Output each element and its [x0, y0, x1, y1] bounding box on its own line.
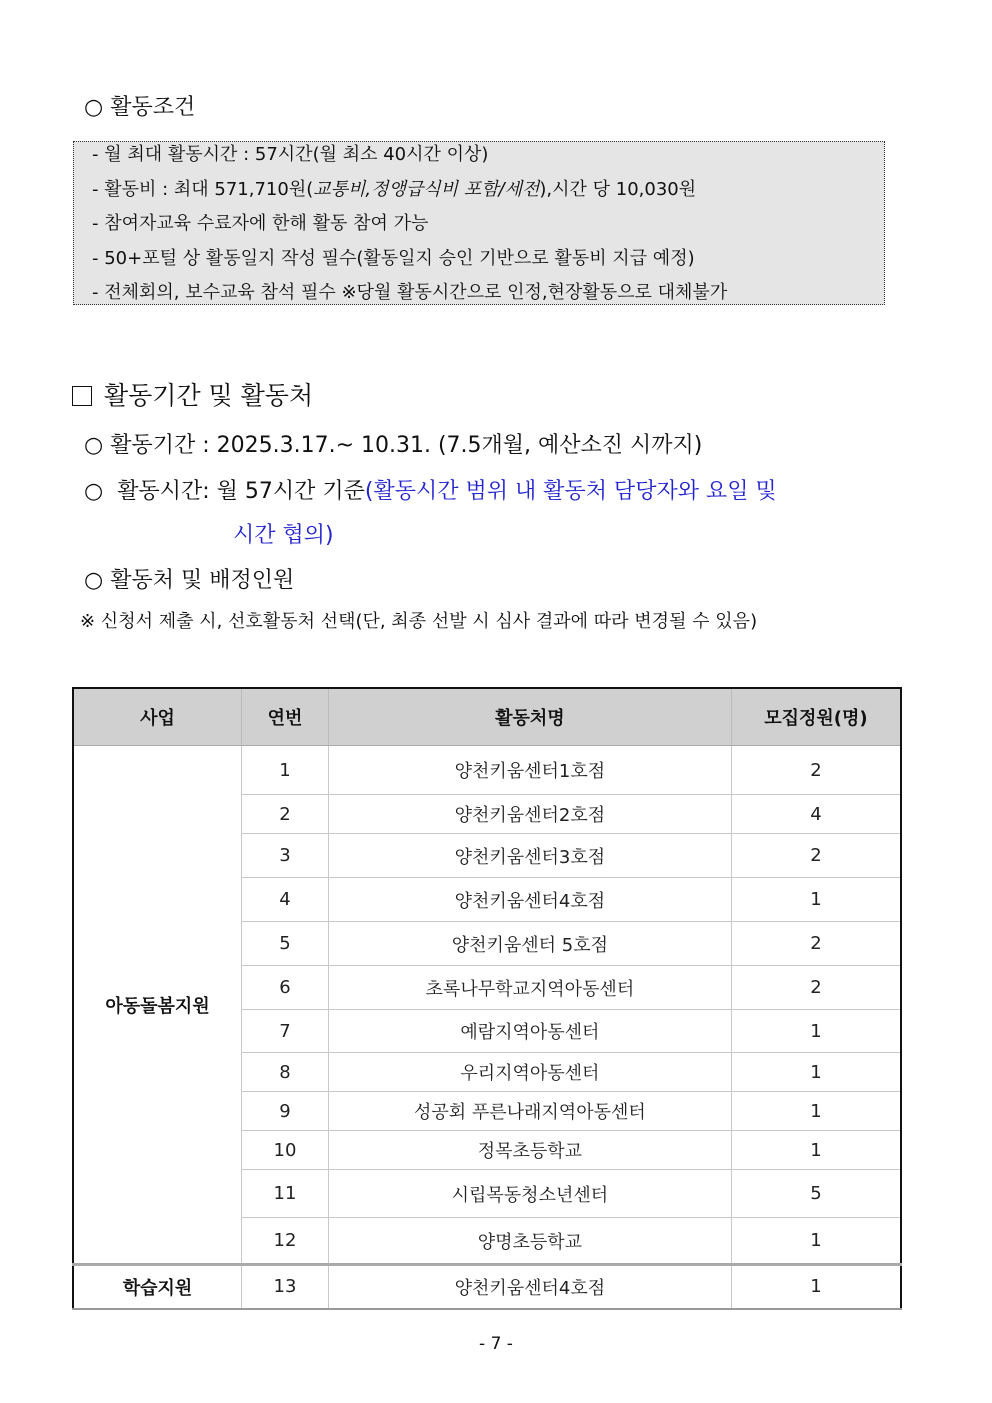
section-title: 활동기간 및 활동처: [72, 376, 313, 412]
program-cell: 학습지원: [73, 1265, 242, 1309]
hours-note: (활동시간 범위 내 활동처 담당자와 요일 및: [364, 479, 777, 504]
table-header-row: [73, 688, 901, 746]
table-row: 8 우리지역아동센터 1: [73, 1053, 901, 1092]
places-heading: ○ 활동처 및 배정인원: [84, 568, 295, 593]
table-row: 4 양천키움센터4호점 1: [73, 878, 901, 922]
table-row: 5 양천키움센터 5호점 2: [73, 922, 901, 966]
hours-note-cont: 시간 협의): [233, 523, 334, 548]
table-row: 3 양천키움센터3호점 2: [73, 834, 901, 878]
circle-bullet-icon: ○: [84, 568, 104, 593]
placement-table: [72, 687, 902, 1310]
condition-line: - 참여자교육 수료자에 한해 활동 참여 가능: [92, 213, 429, 234]
header-place: 활동처명: [328, 688, 731, 746]
table-row: 12 양명초등학교 1: [73, 1218, 901, 1265]
header-program: 사업: [73, 688, 242, 746]
program-cell: 아동돌봄지원: [73, 746, 242, 1265]
table-row: 아동돌봄지원 1 양천키움센터1호점 2: [73, 746, 901, 795]
selection-notice: ※ 신청서 제출 시, 선호활동처 선택(단, 최종 선발 시 심사 결과에 따라 변경될 수 있음): [80, 611, 758, 632]
table-row: 9 성공회 푸른나래지역아동센터 1: [73, 1092, 901, 1131]
conditions-heading: ○ 활동조건: [84, 95, 196, 120]
conditions-box: [73, 141, 885, 305]
table-row: 6 초록나무학교지역아동센터 2: [73, 966, 901, 1010]
condition-line: - 전체회의, 보수교육 참석 필수 ※당월 활동시간으로 인정,현장활동으로 대체불가: [92, 282, 728, 303]
table-row: 11 시립목동청소년센터 5: [73, 1170, 901, 1218]
table-row: 학습지원 13 양천키움센터4호점 1: [73, 1265, 901, 1309]
header-quota: 모집정원(명): [731, 688, 901, 746]
table-row: 7 예람지역아동센터 1: [73, 1010, 901, 1053]
condition-line: - 50+포털 상 활동일지 작성 필수(활동일지 승인 기반으로 활동비 지급 예정): [92, 247, 695, 269]
condition-line: - 월 최대 활동시간 : 57시간(월 최소 40시간 이상): [92, 144, 489, 165]
circle-bullet-icon: ○: [84, 95, 104, 120]
table-row: 2 양천키움센터2호점 4: [73, 795, 901, 834]
activity-period: ○ 활동기간 : 2025.3.17.~ 10.31. (7.5개월, 예산소진 시까지): [84, 433, 703, 458]
header-number: 연번: [242, 688, 329, 746]
table-row: 10 정목초등학교 1: [73, 1131, 901, 1170]
circle-bullet-icon: ○: [84, 433, 104, 458]
page-number: - 7 -: [479, 1334, 513, 1354]
activity-hours: ○ 활동시간: 월 57시간 기준(활동시간 범위 내 활동처 담당자와 요일 및: [84, 479, 777, 504]
condition-line: - 활동비 : 최대 571,710원(교통비,정앵급식비 포함/세전),시간 당 10,030원: [92, 178, 697, 200]
circle-bullet-icon: ○: [84, 479, 104, 504]
square-bullet-icon: [72, 386, 92, 406]
